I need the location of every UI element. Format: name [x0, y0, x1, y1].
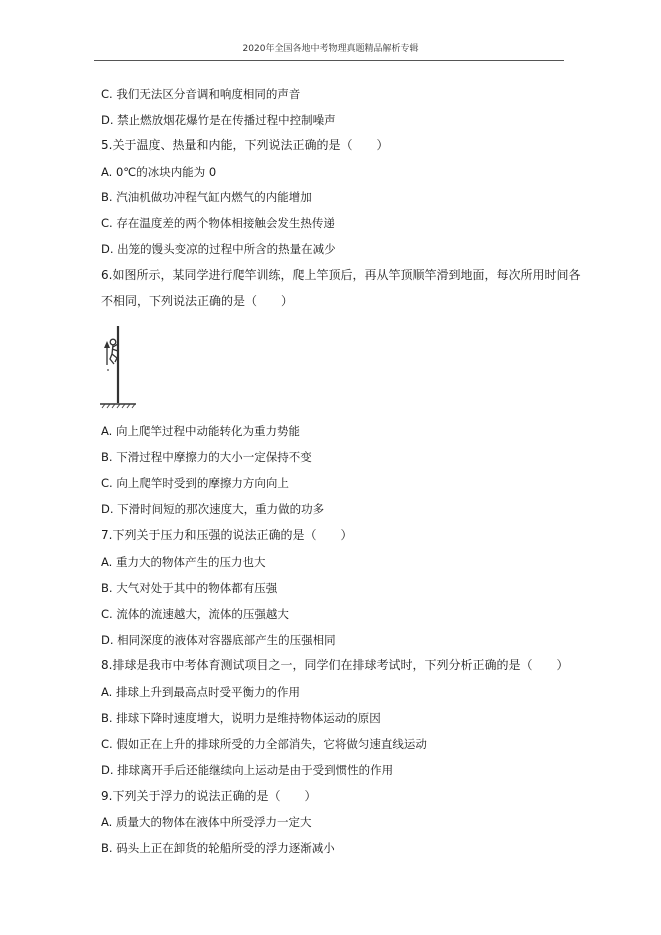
q5-stem: 5.关于温度、热量和内能，下列说法正确的是（ ）: [101, 138, 389, 152]
q7-option-c: C. 流体的流速越大，流体的压强越大: [101, 607, 289, 621]
climber-icon: [110, 339, 118, 364]
q7-option-b: B. 大气对处于其中的物体都有压强: [101, 581, 278, 595]
q6-option-b: B. 下滑过程中摩擦力的大小一定保持不变: [101, 450, 312, 464]
q7-option-a: A. 重力大的物体产生的压力也大: [101, 555, 266, 569]
q5-option-d: D. 出笼的馒头变凉的过程中所含的热量在减少: [101, 242, 336, 256]
q6-option-d: D. 下滑时间短的那次速度大，重力做的功多: [101, 502, 325, 516]
q9-stem: 9.下列关于浮力的说法正确的是（ ）: [101, 789, 317, 803]
q5-option-c: C. 存在温度差的两个物体相接触会发生热传递: [101, 216, 335, 230]
q9-option-a: A. 质量大的物体在液体中所受浮力一定大: [101, 815, 312, 829]
q4-option-c: C. 我们无法区分音调和响度相同的声音: [101, 87, 301, 101]
q4-option-d: D. 禁止燃放烟花爆竹是在传播过程中控制噪声: [101, 113, 336, 127]
arrow-head-icon: [104, 341, 110, 348]
q5-option-a: A. 0℃的冰块内能为 0: [101, 165, 217, 179]
q7-option-d: D. 相同深度的液体对容器底部产生的压强相同: [101, 633, 336, 647]
q9-option-b: B. 码头上正在卸货的轮船所受的浮力逐渐减小: [101, 841, 335, 855]
q6-stem-line-1: 6.如图所示，某同学进行爬竿训练，爬上竿顶后，再从竿顶顺竿滑到地面，每次所用时间各: [101, 268, 581, 282]
q5-option-b: B. 汽油机做功冲程气缸内燃气的内能增加: [101, 190, 312, 204]
header-rule: [94, 60, 564, 61]
figure-dot: [107, 369, 109, 371]
q8-option-d: D. 排球离开手后还能继续向上运动是由于受到惯性的作用: [101, 763, 394, 777]
pole-climbing-figure: [96, 320, 146, 412]
q8-stem: 8.排球是我市中考体育测试项目之一，同学们在排球考试时，下列分析正确的是（ ）: [101, 658, 569, 672]
q8-option-c: C. 假如正在上升的排球所受的力全部消失，它将做匀速直线运动: [101, 737, 427, 751]
q6-stem-line-2: 不相同，下列说法正确的是（ ）: [101, 294, 294, 308]
page-header: 2020年全国各地中考物理真题精品解析专辑: [242, 44, 419, 54]
q8-option-a: A. 排球上升到最高点时受平衡力的作用: [101, 685, 300, 699]
q8-option-b: B. 排球下降时速度增大，说明力是维持物体运动的原因: [101, 711, 381, 725]
q7-stem: 7.下列关于压力和压强的说法正确的是（ ）: [101, 528, 353, 542]
q6-option-a: A. 向上爬竿过程中动能转化为重力势能: [101, 424, 300, 438]
q6-option-c: C. 向上爬竿时受到的摩擦力方向向上: [101, 476, 289, 490]
